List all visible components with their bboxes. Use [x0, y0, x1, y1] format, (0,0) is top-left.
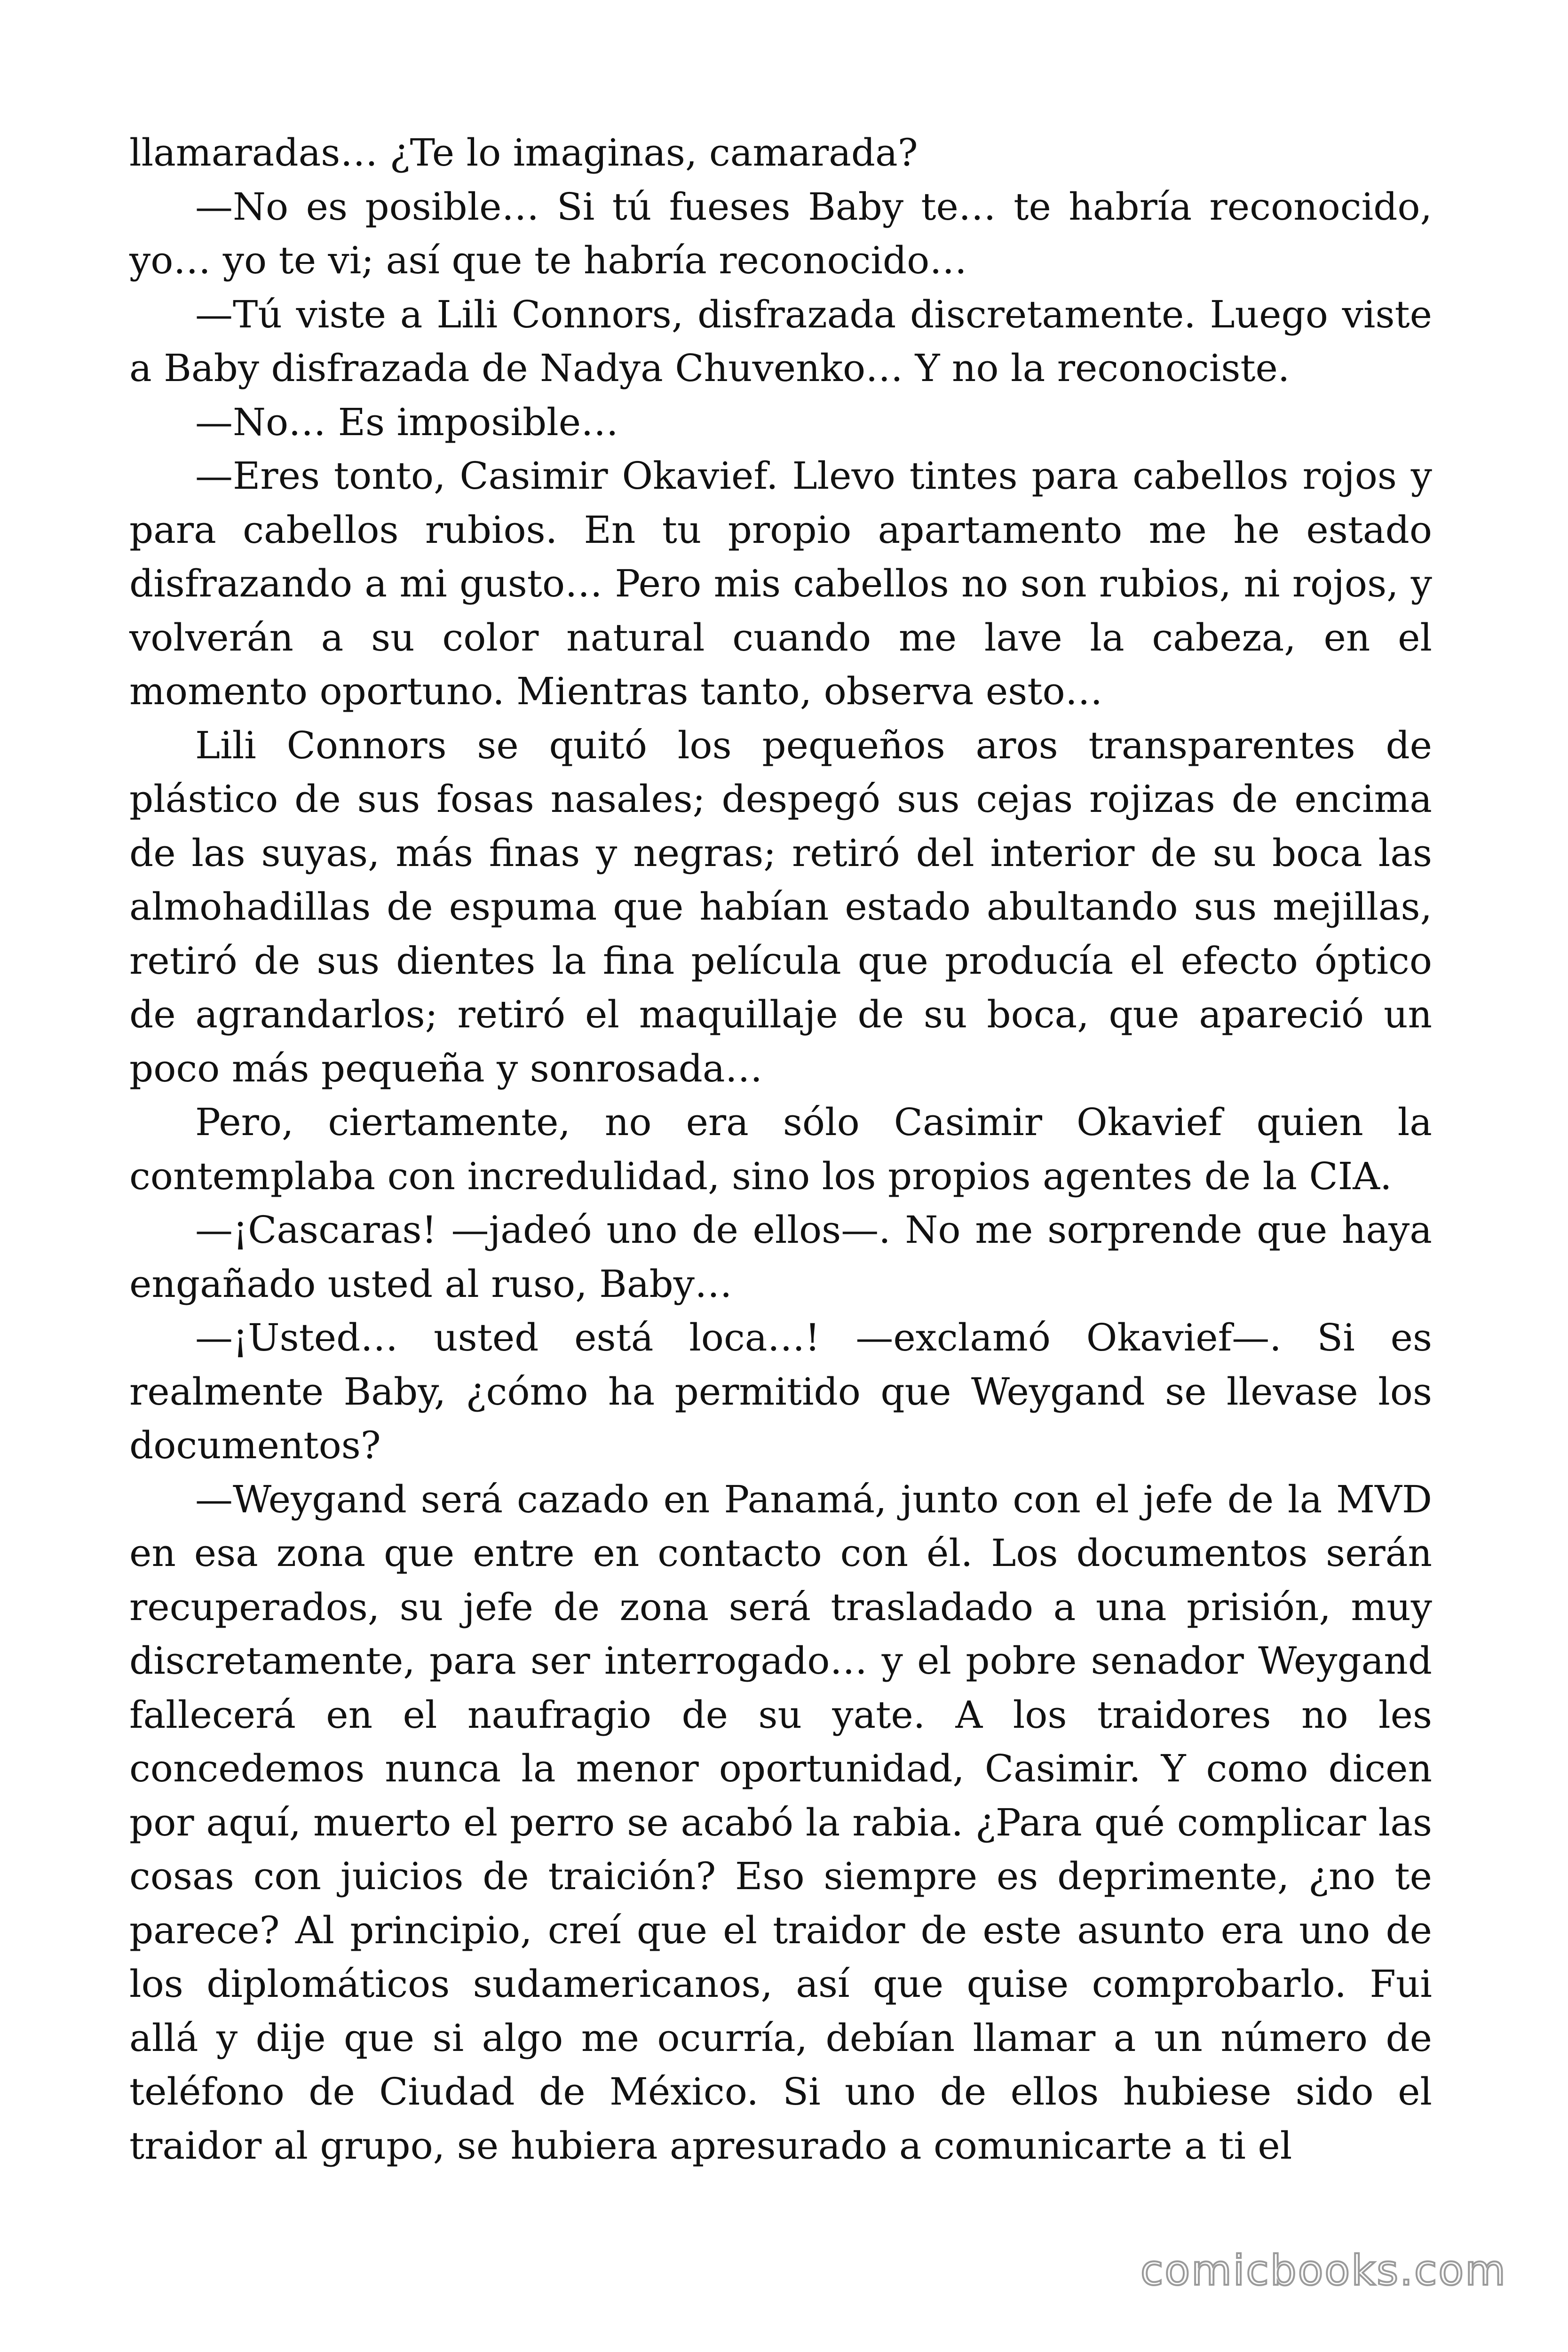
paragraph: —¡Usted… usted está loca…! —exclamó Okavief—. Si es realmente Baby, ¿cómo ha permitido que Weygand se llevase los documentos? [129, 1316, 1432, 1467]
paragraph: —¡Cascaras! —jadeó uno de ellos—. No me sorprende que haya engañado usted al ruso, Baby… [129, 1208, 1432, 1306]
paragraph: Lili Connors se quitó los pequeños aros transparentes de plástico de sus fosas nasales; despegó sus cejas rojizas de encima de las suyas, más finas y negras; retiró del interior de su boca las almohadillas de espuma que habían estado abultando sus mejillas, retiró de sus dientes la fina película que producía el efecto óptico de agrandarlos; retiró el maquillaje de su boca, que apareció un poco más pequeña y sonrosada… [129, 723, 1432, 1090]
paragraph: —Tú viste a Lili Connors, disfrazada discretamente. Luego viste a Baby disfrazada de Nadya Chuvenko… Y no la reconociste. [129, 292, 1432, 390]
paragraph: —No… Es imposible… [195, 400, 619, 444]
paragraph: Pero, ciertamente, no era sólo Casimir Okavief quien la contemplaba con incredulidad, sino los propios agentes de la CIA. [129, 1100, 1432, 1198]
paragraph: —No es posible… Si tú fueses Baby te… te habría reconocido, yo… yo te vi; así que te habría reconocido… [129, 184, 1432, 282]
body-text [129, 126, 1432, 2173]
paragraph: —Weygand será cazado en Panamá, junto con el jefe de la MVD en esa zona que entre en contacto con él. Los documentos serán recuperados, su jefe de zona será trasladado a una prisión, muy discretamente, para ser interrogado… y el pobre senador Weygand fallecerá en el naufragio de su yate. A los traidores no les concedemos nunca la menor oportunidad, Casimir. Y como dicen por aquí, muerto el perro se acabó la rabia. ¿Para qué complicar las cosas con juicios de traición? Eso siempre es deprimente, ¿no te parece? Al principio, creí que el traidor de este asunto era uno de los diplomáticos sudamericanos, así que quise comprobarlo. Fui allá y dije que si algo me ocurría, debían llamar a un número de teléfono de Ciudad de México. Si uno de ellos hubiese sido el traidor al grupo, se hubiera apresurado a comunicarte a ti el [129, 1477, 1432, 2168]
paragraph: —Eres tonto, Casimir Okavief. Llevo tintes para cabellos rojos y para cabellos rubios. En tu propio apartamento me he estado disfrazando a mi gusto… Pero mis cabellos no son rubios, ni rojos, y volverán a su color natural cuando me lave la cabeza, en el momento oportuno. Mientras tanto, observa esto… [129, 454, 1432, 713]
watermark-logo: comicbooks.com [1140, 2246, 1507, 2295]
paragraph-continued: llamaradas… ¿Te lo imaginas, camarada? [129, 131, 918, 175]
